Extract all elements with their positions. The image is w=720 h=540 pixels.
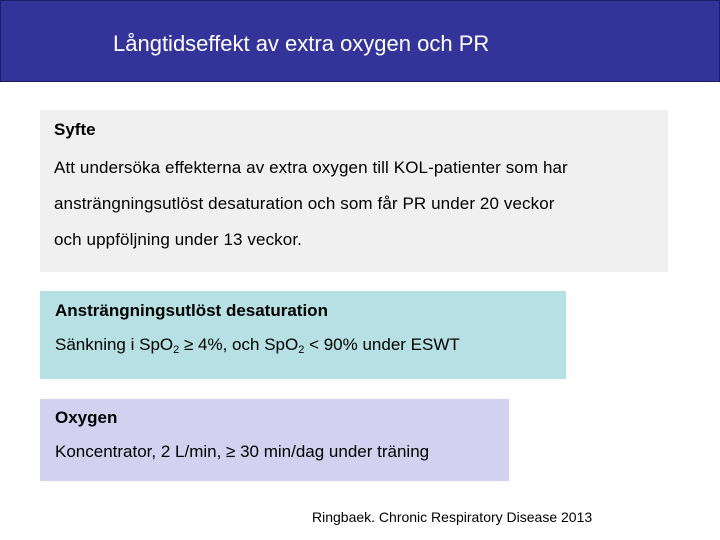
desaturation-definition [55,335,551,355]
oxygen-box [40,399,509,481]
desaturation-heading: Ansträngningsutlöst desaturation [55,301,328,320]
purpose-line-3: och uppföljning under 13 veckor. [54,230,302,249]
title-bar [0,0,720,82]
desaturation-sub-a: 2 [173,344,180,356]
oxygen-definition: Koncentrator, 2 L/min, ≥ 30 min/dag under träning [55,442,430,461]
desaturation-box [40,291,566,379]
citation: Ringbaek. Chronic Respiratory Disease 2013 [312,509,593,525]
desaturation-sub-b: 2 [298,344,305,356]
slide-title: Långtidseffekt av extra oxygen och PR [113,31,490,56]
purpose-box [40,110,668,272]
oxygen-heading: Oxygen [55,408,118,427]
purpose-line-2: ansträngningsutlöst desaturation och som får PR under 20 veckor [54,194,555,213]
purpose-heading: Syfte [54,120,96,139]
desaturation-text-c: < 90% under ESWT [304,335,460,354]
desaturation-text-b: ≥ 4%, och SpO [179,335,299,354]
purpose-line-1: Att undersöka effekterna av extra oxygen till KOL-patienter som har [54,158,568,177]
desaturation-text-a: Sänkning i SpO [55,335,174,354]
